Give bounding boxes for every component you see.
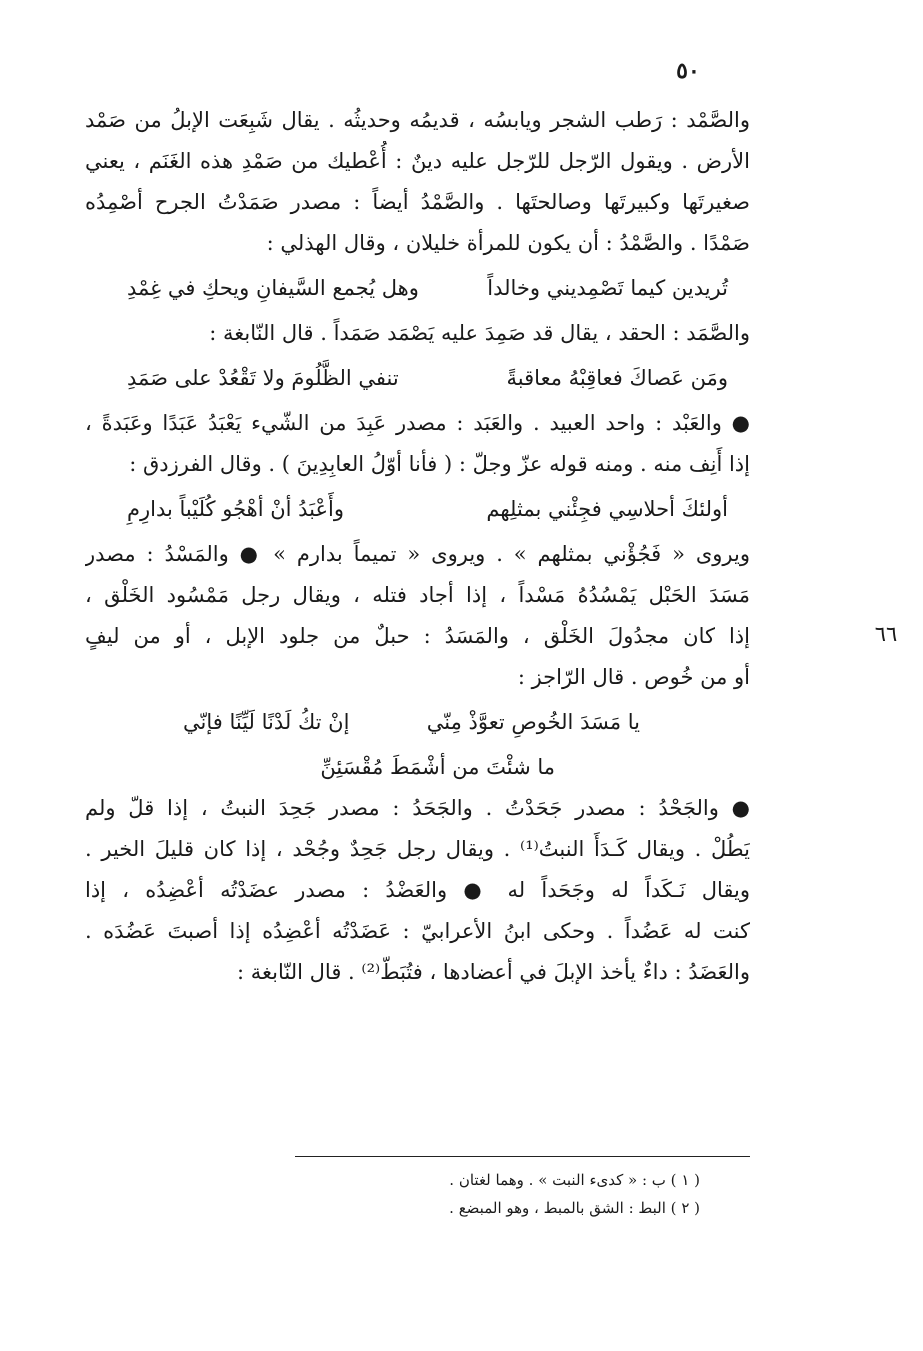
text-line: والصَّمَد : الحقد ، يقال قد صَمِدَ عليه يَصْمَد صَمَداً . قال النّابغة :	[209, 321, 750, 345]
text-line: صغيرتَها وكبيرتَها وصالحتَها . والصَّمْدُ أيضاً : مصدر صَمَدْتُ الجرح أصْمِدُه	[85, 190, 750, 214]
poetry-verse	[85, 354, 750, 403]
text-line: والعَضَدُ : داءٌ يأخذ الإبلَ في أعضادها ، فتُبَطّ⁽²⁾ . قال النّابغة :	[237, 960, 750, 984]
footnote-divider	[295, 1156, 750, 1157]
poetry-verse	[85, 698, 750, 747]
text-line: يَطُلْ . ويقال كَـدَأَ النبتُ⁽¹⁾ . ويقال رجل جَحِدٌ وجُحْد ، إذا كان قليلَ الخير .	[85, 837, 750, 861]
text-line: مَسَدَ الحَبْل يَمْسُدُهُ مَسْداً ، إذا أجاد فتله ، ويقال رجل مَمْسُود الخَلْق ،	[85, 583, 750, 607]
text-line: الأرض . ويقول الرّجل للرّجل عليه دينٌ : أُعْطيك من صَمْدِ هذه الغَنَم ، يعني	[85, 149, 750, 173]
footnotes	[300, 1166, 700, 1222]
poetry-verse	[85, 264, 750, 313]
margin-reference-number: ٦٦	[874, 622, 898, 646]
verse-first-hemistich: أولئكَ أحلاسِي فجِئْني بمثلِهم	[486, 497, 728, 521]
text-line: ويروى « فَجُؤْني بمثلهم » . ويروى « تميماً بدارم » ● والمَسْدُ : مصدر	[85, 542, 750, 566]
footnote-1: ( ١ ) ب : « كدىء النبت » . وهما لغتان .	[449, 1171, 700, 1189]
text-line: والصَّمْد : رَطب الشجر ويابسُه ، قديمُه وحديثُه . يقال شَبِعَت الإبلُ من صَمْد	[85, 108, 750, 132]
verse-second-hemistich: إنْ تكُ لَدْنًا لَيِّنًا فإنّي	[183, 710, 350, 734]
text-line: صَمْدًا . والصَّمْدُ : أن يكون للمرأة خليلان ، وقال الهذلي :	[266, 231, 750, 255]
verse-first-hemistich: يا مَسَدَ الخُوصِ تعوَّذْ مِنّي	[426, 710, 640, 734]
text-line: أو من خُوص . قال الرّاجز :	[517, 665, 750, 689]
verse-first-hemistich: ومَن عَصاكَ فعاقِبْهُ معاقبةً	[506, 366, 728, 390]
text-line: كنت له عَضُداً . وحكى ابنُ الأعرابيّ : عَضَدْتُه أعْضِدُه إذا أصبتَ عَضُدَه .	[85, 919, 750, 943]
footnote-2: ( ٢ ) البط : الشق بالمبط ، وهو المبضع .	[449, 1199, 700, 1217]
text-line: ويقال نَـكَداً له وجَحَداً له ● والعَضْدُ : مصدر عضَدْتُه أعْضِدُه ، إذا	[85, 878, 750, 902]
poetry-verse-continuation: ما شئْتَ من أشْمَطَ مُقْسَئِنِّ	[320, 755, 555, 779]
text-line: إذا أَنِف منه . ومنه قوله عزّ وجلّ : ( فأنا أوّلُ العابِدِينَ ) . وقال الفرزدق :	[129, 452, 750, 476]
verse-second-hemistich: وهل يُجمع السَّيفانِ ويحكِ في غِمْدِ	[127, 276, 419, 300]
text-line: ● والعَبْد : واحد العبيد . والعَبَد : مصدر عَبِدَ من الشّيء يَعْبَدُ عَبَدًا وعَبَدةً ،	[85, 411, 750, 435]
poetry-verse	[85, 485, 750, 534]
verse-second-hemistich: تنفي الظَّلُومَ ولا تَقْعُدْ على صَمَدِ	[127, 366, 399, 390]
text-line: إذا كان مجدُولَ الخَلْق ، والمَسَدُ : حبلٌ من جلود الإبل ، أو من ليفٍ	[85, 624, 750, 648]
text-line: ● والجَحْدُ : مصدر جَحَدْتُ . والجَحَدُ : مصدر جَحِدَ النبتُ ، إذا قلّ ولم	[85, 796, 750, 820]
page-number: ٥٠	[676, 58, 700, 84]
main-text	[85, 100, 750, 993]
verse-second-hemistich: وأَعْبَدُ أنْ أهْجُو كُلَيْباً بدارِمِ	[127, 497, 345, 521]
verse-first-hemistich: تُريدين كيما تَصْمِديني وخالداً	[487, 276, 728, 300]
